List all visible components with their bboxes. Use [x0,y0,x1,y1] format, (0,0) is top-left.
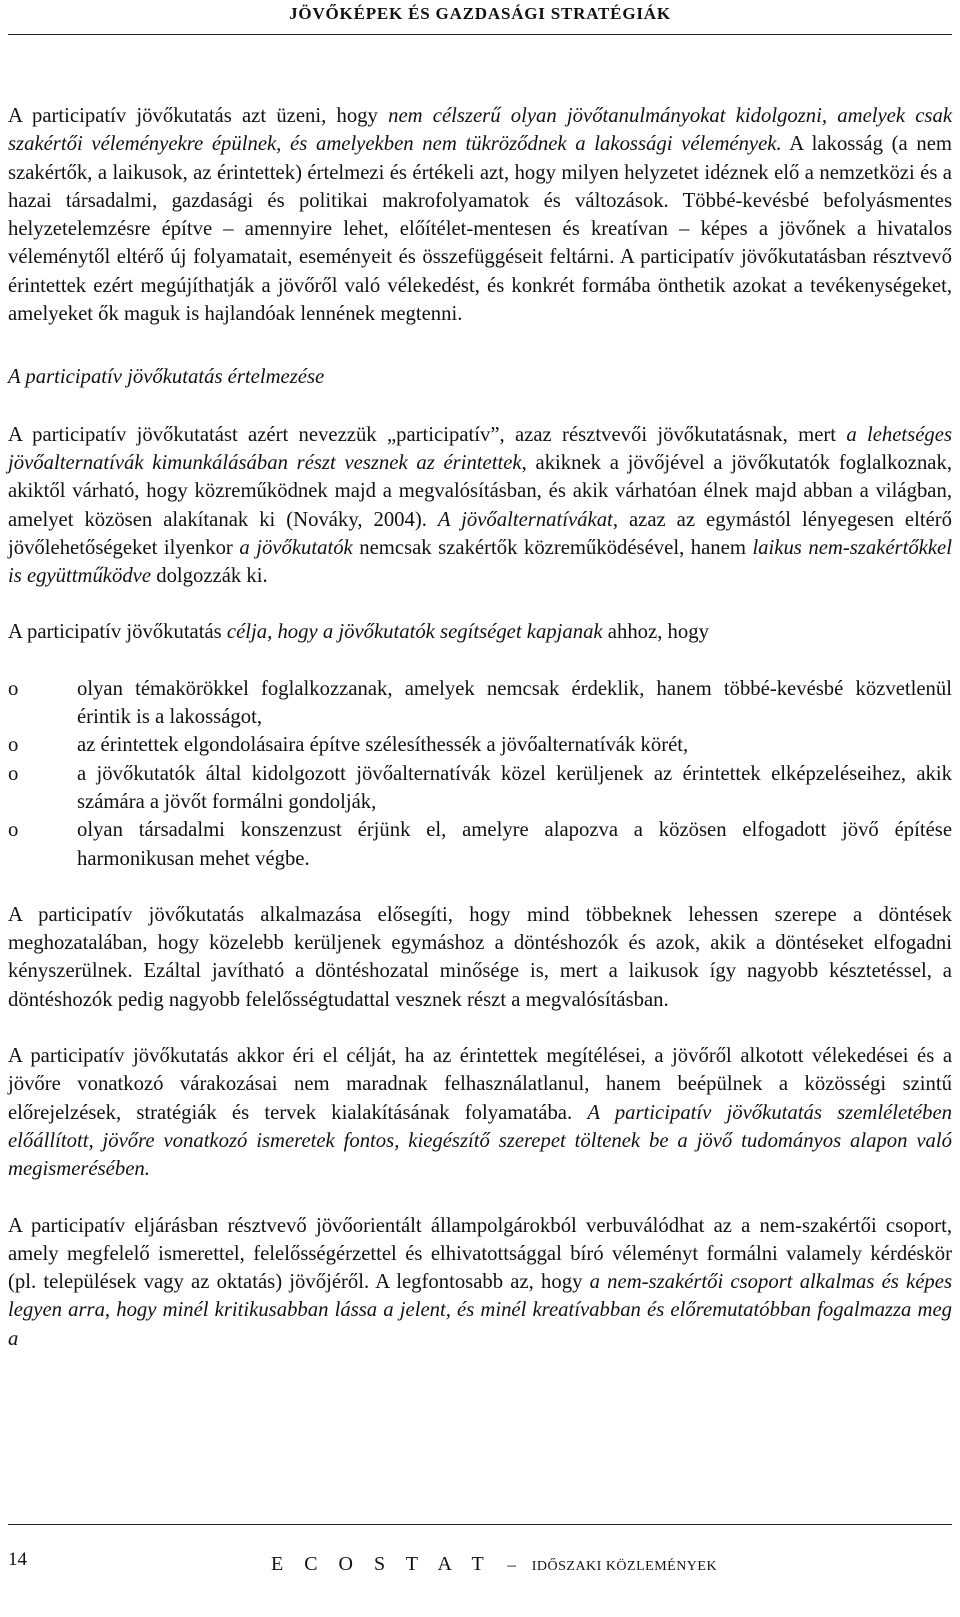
footer-dash: – [507,1555,517,1574]
section-heading: A participatív jövőkutatás értelmezése [8,366,325,389]
paragraph-definition [8,421,952,591]
text-span: nemcsak szakértők közreműködésével, hanem [352,536,753,559]
bullet-marker: o [8,734,19,757]
text-span: A participatív jövőkutatást azért nevezzük „participatív”, azaz résztvevői jövőkutatásnak, mert [8,423,847,446]
italic-emphasis: laikus nem-szakértőkkel is együttműködve [8,536,952,588]
text-span: A participatív jövőkutatás akkor éri el célját, ha az érintettek megítélései, a jövőről alkotott vélekedései és a jövőre vonatkozó várakozásai nem maradnak felhasználatlanul, hanem beépülnek a közösségi szintű előrejelzések, stratégiák és tervek kialakításának folyamatába. [8,1045,952,1124]
goal-bullet-list [8,675,952,873]
footer-rule [8,1524,952,1525]
list-item [8,675,952,732]
list-item-text: az érintettek elgondolásaira építve szélesíthessék a jövőalternatívák körét, [77,734,689,757]
italic-emphasis: célja, hogy a jövőkutatók segítséget kapjanak [226,621,603,644]
italic-emphasis: A jövőalternatívákat [437,508,613,531]
list-item [8,731,952,759]
page-number: 14 [8,1549,27,1570]
journal-name: E C O S T A T [271,1553,492,1575]
italic-emphasis: A participatív jövőkutatás szemléletében előállított, jövőre vonatkozó ismeretek fontos, kiegészítő szerepet töltenek be a jövő tudományos alapon való megismerésében. [8,1101,952,1181]
header-rule [8,34,952,35]
text-span: A lakosság (a nem szakértők, a laikusok, az érintettek) értelmezi és értékeli azt, hogy milyen helyzetet idéznek elő a nemzetközi és a hazai társadalmi, gazdasági és politikai makrofolyamatok és változások. Többé-kevésbé befolyásmentes helyzetelemzésre építve – amennyire lehet, előítélet-mentesen és kreatívan – képes a jövőnek a hivatalos véleménytől eltérő új folyamatait, eseményeit és összefüggéseit feltárni. A participatív jövőkutatásban résztvevő érintettek ezért megújíthatják a jövőről való vélekedést, és konkrét formába önthetik azokat a tevékenységeket, amelyeket ők maguk is hajlandóak lennének megtenni. [8,133,953,326]
paragraph-intro [8,102,952,328]
text-span: A participatív eljárásban résztvevő jövőorientált állampolgárokból verbuválódhat az a nem-szakértői csoport, amely megfelelő ismerettel, felelősségérzettel és elhivatottsággal bíró véleményt formálni valamely kérdéskör (pl. települések vagy az oktatás) jövőjéről. A legfontosabb az, hogy [8,1214,952,1294]
text-span: dolgozzák ki. [151,565,268,588]
paragraph-group [8,1212,952,1353]
paragraph-goal-intro [8,618,952,646]
italic-emphasis: a nem-szakértői csoport alkalmas és képes legyen arra, hogy minél kritikusabban lássa a jelent, és minél kreatívabban és előremutatóbban fogalmazza meg a [8,1271,952,1350]
body-text [8,102,952,1353]
italic-emphasis: nem célszerű olyan jövőtanulmányokat kidolgozni, amelyek csak szakértői véleményekre épülnek, és amelyekben nem tükröződnek a lakossági vélemények. [8,105,953,156]
text-span: ahhoz, hogy [602,621,709,644]
text-span: A participatív jövőkutatás [8,621,227,644]
list-item-text: olyan társadalmi konszenzust érjünk el, amelyre alapozva a közösen elfogadott jövő építése harmonikusan mehet végbe. [77,819,952,870]
text-span: , azaz az egymástól lényegesen eltérő jövőlehetőségeket ilyenkor [8,508,952,559]
italic-emphasis: a jövőkutatók [239,536,353,559]
list-item [8,816,952,873]
list-item-text: a jövőkutatók által kidolgozott jövőalternatívák közel kerüljenek az érintettek elképzeléseihez, akik számára a jövőt formálni gondolják, [77,762,952,813]
running-header-title: JÖVŐKÉPEK ÉS GAZDASÁGI STRATÉGIÁK [289,4,671,23]
italic-emphasis: a lehetséges jövőalternatívák kimunkálásában részt vesznek az érintettek [8,423,952,474]
text-span: A participatív jövőkutatás azt üzeni, hogy [8,105,389,127]
paragraph-achievement [8,1042,952,1183]
journal-footer [271,1553,717,1576]
bullet-marker: o [8,677,19,700]
list-item [8,760,952,817]
bullet-marker: o [8,762,19,785]
series-name: IDŐSZAKI KÖZLEMÉNYEK [531,1559,718,1574]
bullet-marker: o [8,819,19,842]
paragraph-application: A participatív jövőkutatás alkalmazása elősegíti, hogy mind többeknek lehessen szerepe a döntések meghozatalában, hogy közelebb kerüljenek egymáshoz a döntéshozók és azok, akik a döntéseket elfogadni kényszerülnek. Ezáltal javítható a döntéshozatal minősége is, mert a laikusok így nagyobb késztetéssel, a döntéshozók pedig nagyobb felelősségtudattal vesznek részt a megvalósításban. [8,903,952,1011]
text-span: , akiknek a jövőjével a jövőkutatók foglalkoznak, akiktől várható, hogy közreműködnek majd a megvalósításban, és akik várhatóan élnek majd abban a világban, amelyet közösen alakítanak ki (Nováky, 2004). [8,451,952,531]
list-item-text: olyan témakörökkel foglalkozzanak, amelyek nemcsak érdeklik, hanem többé-kevésbé közvetlenül érintik is a lakosságot, [77,677,952,729]
